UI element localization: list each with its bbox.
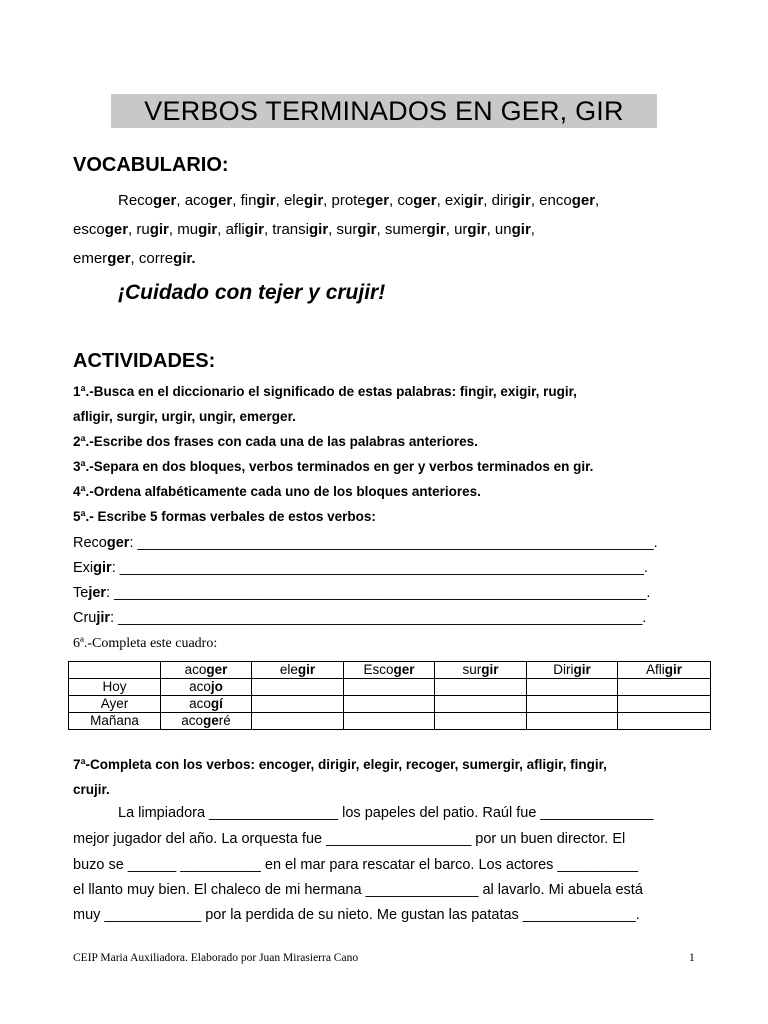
activity-3: 3ª.-Separa en dos bloques, verbos terminados en ger y verbos terminados en gir.: [73, 459, 594, 474]
table-cell: [69, 662, 161, 679]
fill-line-tejer: Tejer: __________________________________________________________________.: [73, 585, 651, 601]
table-cell: [618, 679, 711, 696]
paragraph-line-2: mejor jugador del año. La orquesta fue __________________ por un buen director. El: [73, 831, 626, 847]
table-cell: [344, 713, 435, 730]
vocabulario-heading: VOCABULARIO:: [73, 154, 229, 176]
table-header-cell: acoger: [161, 662, 252, 679]
table-cell: [344, 696, 435, 713]
activity-4: 4ª.-Ordena alfabéticamente cada uno de los bloques anteriores.: [73, 484, 481, 499]
activity-2: 2ª.-Escribe dos frases con cada una de las palabras anteriores.: [73, 434, 478, 449]
activity-1-line-1: 1ª.-Busca en el diccionario el significado de estas palabras: fingir, exigir, rugir,: [73, 384, 577, 399]
table-cell: [252, 696, 344, 713]
footer-credit: CEIP Maria Auxiliadora. Elaborado por Juan Mirasierra Cano: [73, 952, 359, 964]
table-header-cell: surgir: [435, 662, 527, 679]
paragraph-line-4: el llanto muy bien. El chaleco de mi hermana ______________ al lavarlo. Mi abuela está: [73, 882, 643, 898]
activity-7-line-2: crujir.: [73, 782, 110, 797]
table-cell: [527, 696, 618, 713]
table-header-row: [69, 662, 711, 679]
table-cell: [435, 696, 527, 713]
row-label: Mañana: [69, 713, 161, 730]
fill-line-crujir: Crujir: _________________________________________________________________.: [73, 610, 647, 626]
table-cell: [435, 679, 527, 696]
fill-line-recoger: Recoger: ________________________________________________________________.: [73, 535, 658, 551]
table-header-cell: Escoger: [344, 662, 435, 679]
paragraph-line-1: La limpiadora ________________ los papeles del patio. Raúl fue ______________: [118, 805, 654, 821]
row-label: Hoy: [69, 679, 161, 696]
table-cell: [527, 679, 618, 696]
activity-7-line-1: 7ª-Completa con los verbos: encoger, dirigir, elegir, recoger, sumergir, afligir, fingir,: [73, 757, 607, 772]
vocab-line-3: emerger, corregir.: [73, 250, 196, 267]
table-cell: [252, 679, 344, 696]
table-cell: acojo: [161, 679, 252, 696]
vocab-line-1: Recoger, acoger, fingir, elegir, proteger, coger, exigir, dirigir, encoger,: [118, 192, 600, 209]
table-row: [69, 696, 711, 713]
page-number: 1: [689, 952, 695, 964]
table-row: [69, 679, 711, 696]
table-cell: acogí: [161, 696, 252, 713]
activity-6: 6ª.-Completa este cuadro:: [73, 636, 218, 651]
paragraph-line-3: buzo se ______ __________ en el mar para rescatar el barco. Los actores __________: [73, 857, 639, 873]
fill-line-exigir: Exigir: _________________________________________________________________.: [73, 560, 648, 576]
table-cell: [618, 696, 711, 713]
table-cell: [618, 713, 711, 730]
activity-1-line-2: afligir, surgir, urgir, ungir, emerger.: [73, 409, 296, 424]
conjugation-table: [68, 661, 711, 730]
table-cell: [252, 713, 344, 730]
table-header-cell: Afligir: [618, 662, 711, 679]
table-cell: [527, 713, 618, 730]
cuidado-note: ¡Cuidado con tejer y crujir!: [118, 281, 386, 304]
vocab-line-2: escoger, rugir, mugir, afligir, transigir, surgir, sumergir, urgir, ungir,: [73, 221, 535, 238]
table-header-cell: elegir: [252, 662, 344, 679]
page-title: VERBOS TERMINADOS EN GER, GIR: [111, 94, 657, 128]
table-row: [69, 713, 711, 730]
table-cell: acogeré: [161, 713, 252, 730]
activity-5: 5ª.- Escribe 5 formas verbales de estos verbos:: [73, 509, 376, 524]
table-header-cell: Dirigir: [527, 662, 618, 679]
row-label: Ayer: [69, 696, 161, 713]
table-cell: [435, 713, 527, 730]
table-cell: [344, 679, 435, 696]
paragraph-line-5: muy ____________ por la perdida de su nieto. Me gustan las patatas ______________.: [73, 907, 640, 923]
actividades-heading: ACTIVIDADES:: [73, 350, 216, 372]
